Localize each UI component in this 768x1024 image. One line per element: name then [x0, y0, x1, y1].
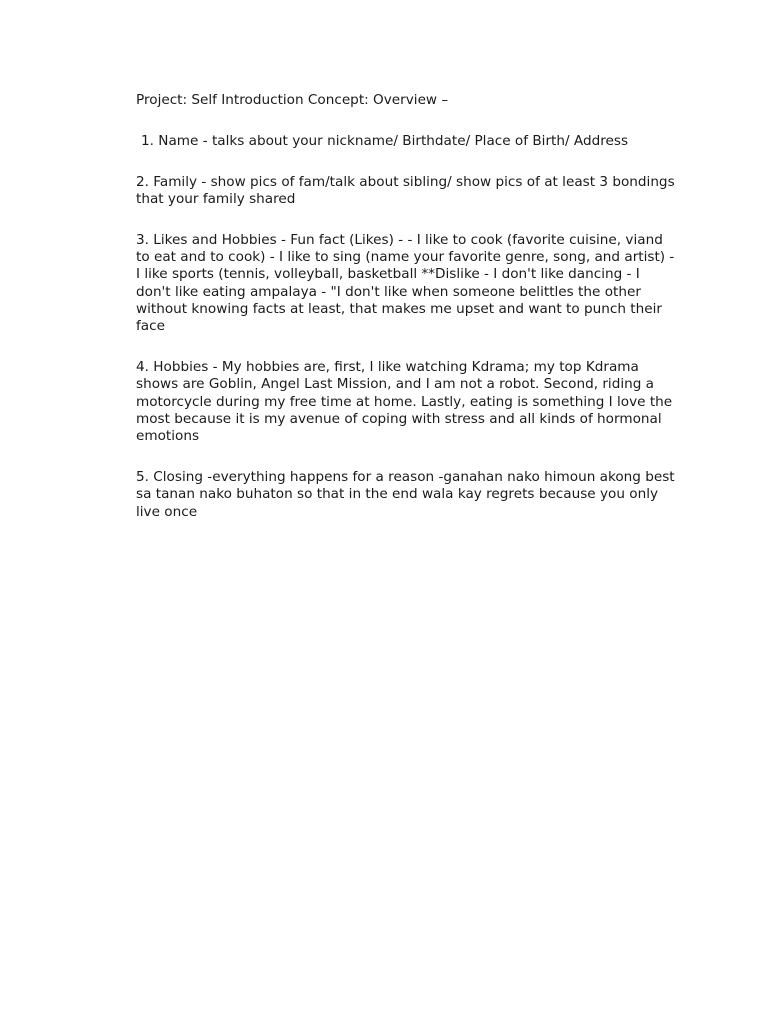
item-likes-and-hobbies: 3. Likes and Hobbies - Fun fact (Likes) - - I like to cook (favorite cuisine, viand to eat and to cook) - I like to sing (name your favorite genre, song, and artist) - I like sports (tennis, volleyball, basketball **Dislike - I don't like dancing - I don't like eating ampalaya - "I don't like when someone belittles the other without knowing facts at least, that makes me upset and want to punch their face [136, 231, 675, 335]
document-title-line: Project: Self Introduction Concept: Overview – [136, 92, 449, 108]
item-hobbies: 4. Hobbies - My hobbies are, first, I like watching Kdrama; my top Kdrama shows are Goblin, Angel Last Mission, and I am not a robot. Second, riding a motorcycle during my free time at home. Lastly, eating is something I love the most because it is my avenue of coping with stress and all kinds of hormonal emotions [136, 358, 673, 445]
document-body [136, 92, 676, 544]
item-name: 1. Name - talks about your nickname/ Birthdate/ Place of Birth/ Address [141, 132, 629, 149]
item-family: 2. Family - show pics of fam/talk about sibling/ show pics of at least 3 bondings that your family shared [136, 173, 675, 207]
item-closing: 5. Closing -everything happens for a reason -ganahan nako himoun akong best sa tanan nako buhaton so that in the end wala kay regrets because you only live once [136, 468, 675, 520]
